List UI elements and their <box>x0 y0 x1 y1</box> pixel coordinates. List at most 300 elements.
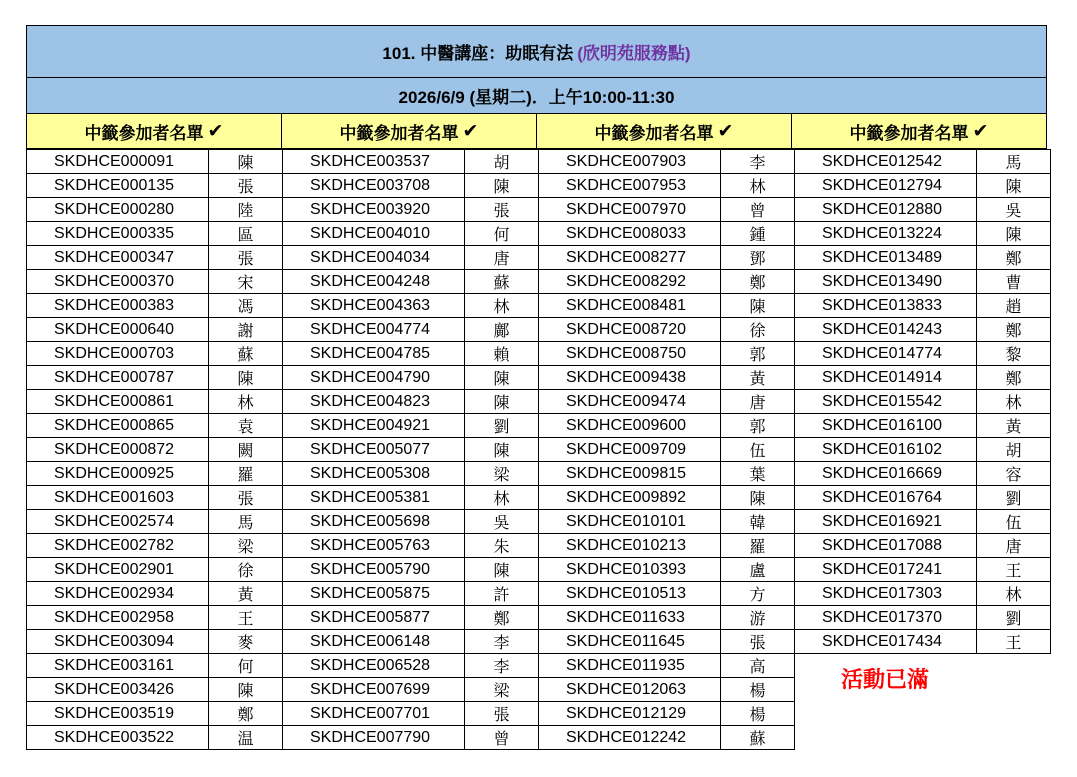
participant-surname: 鄭 <box>977 366 1051 390</box>
table-row <box>27 414 283 438</box>
participant-table-3 <box>538 149 795 750</box>
participant-surname: 鍾 <box>721 222 795 246</box>
column-header-3 <box>537 114 792 149</box>
participant-surname: 林 <box>209 390 283 414</box>
participant-code: SKDHCE000865 <box>27 414 209 438</box>
table-row <box>795 486 1051 510</box>
participant-surname: 葉 <box>721 462 795 486</box>
table-row <box>27 606 283 630</box>
participant-code: SKDHCE002934 <box>27 582 209 606</box>
table-row <box>27 654 283 678</box>
table-row <box>27 198 283 222</box>
participant-code: SKDHCE015542 <box>795 390 977 414</box>
participant-code: SKDHCE017241 <box>795 558 977 582</box>
table-row <box>283 582 539 606</box>
participant-code: SKDHCE003519 <box>27 702 209 726</box>
table-row <box>27 678 283 702</box>
participant-surname: 陳 <box>721 294 795 318</box>
checkmark-icon: ✔ <box>207 120 224 142</box>
participant-surname: 鄺 <box>465 318 539 342</box>
participant-code: SKDHCE014243 <box>795 318 977 342</box>
participant-surname: 黎 <box>977 342 1051 366</box>
participant-code: SKDHCE005875 <box>283 582 465 606</box>
participant-surname: 鄭 <box>977 318 1051 342</box>
participant-surname: 劉 <box>977 606 1051 630</box>
participant-surname: 馮 <box>209 294 283 318</box>
participant-table-4 <box>794 149 1051 654</box>
participant-code: SKDHCE000383 <box>27 294 209 318</box>
event-venue: (欣明苑服務點) <box>577 44 691 63</box>
participant-code: SKDHCE000091 <box>27 150 209 174</box>
participant-surname: 游 <box>721 606 795 630</box>
participant-code: SKDHCE003920 <box>283 198 465 222</box>
table-row <box>27 318 283 342</box>
table-row <box>795 582 1051 606</box>
participant-surname: 區 <box>209 222 283 246</box>
participant-code: SKDHCE012129 <box>539 702 721 726</box>
participant-code: SKDHCE016102 <box>795 438 977 462</box>
table-row <box>283 366 539 390</box>
participant-code: SKDHCE007970 <box>539 198 721 222</box>
participant-code: SKDHCE005381 <box>283 486 465 510</box>
participant-surname: 馬 <box>209 510 283 534</box>
table-row <box>795 510 1051 534</box>
checkmark-icon: ✔ <box>972 120 989 142</box>
participant-surname: 李 <box>465 630 539 654</box>
table-row <box>283 174 539 198</box>
participant-code: SKDHCE013224 <box>795 222 977 246</box>
participant-code: SKDHCE004774 <box>283 318 465 342</box>
participant-surname: 鄭 <box>977 246 1051 270</box>
participant-code: SKDHCE004921 <box>283 414 465 438</box>
participant-surname: 朱 <box>465 534 539 558</box>
table-row <box>283 222 539 246</box>
participant-code: SKDHCE012542 <box>795 150 977 174</box>
participant-surname: 劉 <box>465 414 539 438</box>
table-row <box>539 510 795 534</box>
participant-surname: 梁 <box>465 462 539 486</box>
participant-code: SKDHCE002901 <box>27 558 209 582</box>
table-row <box>283 702 539 726</box>
participant-code: SKDHCE017370 <box>795 606 977 630</box>
participant-surname: 陸 <box>209 198 283 222</box>
table-row <box>283 726 539 750</box>
participant-surname: 馬 <box>977 150 1051 174</box>
participant-code: SKDHCE005790 <box>283 558 465 582</box>
participant-surname: 韓 <box>721 510 795 534</box>
participant-code: SKDHCE014914 <box>795 366 977 390</box>
table-row <box>539 486 795 510</box>
table-row <box>283 654 539 678</box>
participant-surname: 陳 <box>465 174 539 198</box>
participant-surname: 張 <box>721 630 795 654</box>
table-row <box>795 606 1051 630</box>
participant-code: SKDHCE008277 <box>539 246 721 270</box>
participant-code: SKDHCE003522 <box>27 726 209 750</box>
table-row <box>795 150 1051 174</box>
table-row <box>539 198 795 222</box>
participant-code: SKDHCE017434 <box>795 630 977 654</box>
participant-code: SKDHCE006148 <box>283 630 465 654</box>
participant-surname: 張 <box>209 486 283 510</box>
table-row <box>539 318 795 342</box>
table-row <box>283 150 539 174</box>
column-header-4 <box>792 114 1047 149</box>
table-row <box>539 726 795 750</box>
participant-surname: 黃 <box>209 582 283 606</box>
participant-code: SKDHCE017303 <box>795 582 977 606</box>
participant-surname: 王 <box>977 558 1051 582</box>
participant-surname: 郭 <box>721 414 795 438</box>
table-row <box>795 534 1051 558</box>
participant-surname: 林 <box>465 294 539 318</box>
participant-surname: 唐 <box>977 534 1051 558</box>
table-row <box>539 582 795 606</box>
event-date-bar <box>26 78 1047 114</box>
participant-code: SKDHCE002782 <box>27 534 209 558</box>
participant-code: SKDHCE002574 <box>27 510 209 534</box>
table-row <box>539 222 795 246</box>
event-title-bar <box>26 25 1047 78</box>
participant-surname: 鄭 <box>465 606 539 630</box>
participant-code: SKDHCE010393 <box>539 558 721 582</box>
participant-surname: 張 <box>465 198 539 222</box>
table-row <box>539 150 795 174</box>
table-row <box>539 390 795 414</box>
participant-surname: 鄭 <box>209 702 283 726</box>
participant-surname: 闕 <box>209 438 283 462</box>
table-row <box>283 630 539 654</box>
participant-code: SKDHCE004010 <box>283 222 465 246</box>
participant-code: SKDHCE011645 <box>539 630 721 654</box>
participant-code: SKDHCE000640 <box>27 318 209 342</box>
table-row <box>539 270 795 294</box>
participant-code: SKDHCE011935 <box>539 654 721 678</box>
table-row <box>283 270 539 294</box>
participant-code: SKDHCE007953 <box>539 174 721 198</box>
participant-surname: 陳 <box>209 150 283 174</box>
table-row <box>539 462 795 486</box>
participant-surname: 温 <box>209 726 283 750</box>
participant-surname: 趙 <box>977 294 1051 318</box>
participant-surname: 陳 <box>977 222 1051 246</box>
column-header-label: 中籤參加者名單 <box>84 123 204 143</box>
participant-code: SKDHCE013490 <box>795 270 977 294</box>
table-row <box>27 390 283 414</box>
participant-surname: 鄧 <box>721 246 795 270</box>
table-row <box>283 486 539 510</box>
participant-surname: 楊 <box>721 702 795 726</box>
table-row <box>283 534 539 558</box>
table-row <box>795 270 1051 294</box>
lottery-result-sheet <box>26 25 1047 750</box>
participant-code: SKDHCE000370 <box>27 270 209 294</box>
participant-code: SKDHCE004363 <box>283 294 465 318</box>
participant-code: SKDHCE013489 <box>795 246 977 270</box>
participant-surname: 張 <box>209 174 283 198</box>
participant-code: SKDHCE009815 <box>539 462 721 486</box>
table-row <box>283 342 539 366</box>
participant-code: SKDHCE016669 <box>795 462 977 486</box>
table-row <box>795 558 1051 582</box>
participant-code: SKDHCE009474 <box>539 390 721 414</box>
table-row <box>283 318 539 342</box>
participant-code: SKDHCE009709 <box>539 438 721 462</box>
participant-surname: 陳 <box>465 558 539 582</box>
participant-code: SKDHCE000925 <box>27 462 209 486</box>
checkmark-icon: ✔ <box>717 120 734 142</box>
participant-table-1 <box>26 149 283 750</box>
participant-surname: 鄭 <box>721 270 795 294</box>
participant-code: SKDHCE000335 <box>27 222 209 246</box>
participant-surname: 唐 <box>721 390 795 414</box>
participant-code: SKDHCE007699 <box>283 678 465 702</box>
participant-code: SKDHCE006528 <box>283 654 465 678</box>
participant-code: SKDHCE003094 <box>27 630 209 654</box>
table-row <box>283 510 539 534</box>
participant-surname: 陳 <box>465 390 539 414</box>
table-row <box>539 630 795 654</box>
participant-code: SKDHCE008292 <box>539 270 721 294</box>
table-row <box>539 654 795 678</box>
participant-code: SKDHCE009600 <box>539 414 721 438</box>
table-row <box>539 246 795 270</box>
participant-code: SKDHCE009892 <box>539 486 721 510</box>
table-row <box>539 294 795 318</box>
table-row <box>795 462 1051 486</box>
participant-code: SKDHCE000135 <box>27 174 209 198</box>
table-row <box>283 558 539 582</box>
participant-surname: 陳 <box>465 438 539 462</box>
event-date-time: 2026/6/9 (星期二)．上午10:00-11:30 <box>398 88 675 107</box>
participant-code: SKDHCE003537 <box>283 150 465 174</box>
participant-surname: 張 <box>209 246 283 270</box>
participant-code: SKDHCE000280 <box>27 198 209 222</box>
participant-code: SKDHCE013833 <box>795 294 977 318</box>
table-row <box>539 438 795 462</box>
table-row <box>539 606 795 630</box>
participant-surname: 曾 <box>721 198 795 222</box>
table-row <box>27 558 283 582</box>
participant-code: SKDHCE012063 <box>539 678 721 702</box>
participant-surname: 劉 <box>977 486 1051 510</box>
table-row <box>283 246 539 270</box>
table-row <box>283 390 539 414</box>
table-row <box>27 582 283 606</box>
participant-surname: 何 <box>209 654 283 678</box>
table-row <box>795 366 1051 390</box>
table-row <box>539 534 795 558</box>
participant-surname: 伍 <box>977 510 1051 534</box>
participant-surname: 曾 <box>465 726 539 750</box>
table-row <box>539 342 795 366</box>
participant-code: SKDHCE004248 <box>283 270 465 294</box>
participant-code: SKDHCE011633 <box>539 606 721 630</box>
participant-surname: 林 <box>721 174 795 198</box>
participant-code: SKDHCE004790 <box>283 366 465 390</box>
column-header-2 <box>282 114 537 149</box>
participant-surname: 唐 <box>465 246 539 270</box>
participant-surname: 楊 <box>721 678 795 702</box>
participant-code: SKDHCE002958 <box>27 606 209 630</box>
participant-code: SKDHCE010513 <box>539 582 721 606</box>
participant-code: SKDHCE000703 <box>27 342 209 366</box>
participant-code: SKDHCE007701 <box>283 702 465 726</box>
participant-surname: 黃 <box>977 414 1051 438</box>
participant-surname: 梁 <box>465 678 539 702</box>
participant-surname: 蘇 <box>209 342 283 366</box>
participant-surname: 蘇 <box>465 270 539 294</box>
participant-surname: 袁 <box>209 414 283 438</box>
table-row <box>539 558 795 582</box>
table-row <box>795 390 1051 414</box>
table-row <box>27 462 283 486</box>
participant-code: SKDHCE004785 <box>283 342 465 366</box>
participant-surname: 王 <box>977 630 1051 654</box>
participant-surname: 陳 <box>721 486 795 510</box>
participant-code: SKDHCE009438 <box>539 366 721 390</box>
table-row <box>795 174 1051 198</box>
participant-code: SKDHCE016764 <box>795 486 977 510</box>
table-row <box>795 318 1051 342</box>
column-header-label: 中籤參加者名單 <box>849 123 969 143</box>
table-row <box>27 150 283 174</box>
participant-code: SKDHCE005308 <box>283 462 465 486</box>
participant-code: SKDHCE005077 <box>283 438 465 462</box>
participant-surname: 陳 <box>977 174 1051 198</box>
table-row <box>795 414 1051 438</box>
checkmark-icon: ✔ <box>462 120 479 142</box>
table-row <box>27 174 283 198</box>
participant-surname: 李 <box>721 150 795 174</box>
column-header-row <box>26 114 1047 149</box>
participant-code: SKDHCE014774 <box>795 342 977 366</box>
column-header-1 <box>26 114 282 149</box>
participant-code: SKDHCE007903 <box>539 150 721 174</box>
table-row <box>283 414 539 438</box>
participant-code: SKDHCE000872 <box>27 438 209 462</box>
participant-surname: 高 <box>721 654 795 678</box>
participant-surname: 黃 <box>721 366 795 390</box>
table-row <box>27 630 283 654</box>
column-header-label: 中籤參加者名單 <box>339 123 459 143</box>
table-row <box>795 294 1051 318</box>
table-row <box>539 414 795 438</box>
participant-surname: 許 <box>465 582 539 606</box>
participant-surname: 伍 <box>721 438 795 462</box>
table-row <box>539 702 795 726</box>
participant-surname: 林 <box>977 582 1051 606</box>
table-row <box>27 510 283 534</box>
participant-code: SKDHCE008481 <box>539 294 721 318</box>
table-row <box>27 222 283 246</box>
participant-code: SKDHCE000787 <box>27 366 209 390</box>
table-row <box>795 198 1051 222</box>
participant-code: SKDHCE008033 <box>539 222 721 246</box>
participant-code: SKDHCE008750 <box>539 342 721 366</box>
participant-surname: 方 <box>721 582 795 606</box>
participant-code: SKDHCE003426 <box>27 678 209 702</box>
table-row <box>27 342 283 366</box>
participant-code: SKDHCE016921 <box>795 510 977 534</box>
participant-surname: 宋 <box>209 270 283 294</box>
event-full-notice: 活動已滿 <box>841 667 930 692</box>
event-title: 101. 中醫講座：助眠有法 <box>382 44 574 63</box>
participant-surname: 謝 <box>209 318 283 342</box>
participant-surname: 曹 <box>977 270 1051 294</box>
participant-surname: 盧 <box>721 558 795 582</box>
participant-code: SKDHCE016100 <box>795 414 977 438</box>
table-row <box>283 438 539 462</box>
participant-code: SKDHCE017088 <box>795 534 977 558</box>
participant-surname: 吳 <box>465 510 539 534</box>
participant-code: SKDHCE012794 <box>795 174 977 198</box>
table-row <box>795 438 1051 462</box>
participant-surname: 麥 <box>209 630 283 654</box>
participant-code: SKDHCE004034 <box>283 246 465 270</box>
participant-code: SKDHCE012880 <box>795 198 977 222</box>
participant-surname: 陳 <box>209 366 283 390</box>
participant-surname: 張 <box>465 702 539 726</box>
table-row <box>27 294 283 318</box>
table-row <box>795 342 1051 366</box>
participant-surname: 林 <box>977 390 1051 414</box>
table-row <box>795 246 1051 270</box>
table-row <box>27 702 283 726</box>
participant-code: SKDHCE012242 <box>539 726 721 750</box>
participant-surname: 胡 <box>977 438 1051 462</box>
table-row <box>27 726 283 750</box>
participant-code: SKDHCE010213 <box>539 534 721 558</box>
participant-code: SKDHCE010101 <box>539 510 721 534</box>
table-row <box>795 630 1051 654</box>
participant-surname: 徐 <box>209 558 283 582</box>
table-row <box>283 606 539 630</box>
table-row <box>27 366 283 390</box>
participant-surname: 吳 <box>977 198 1051 222</box>
table-row <box>27 246 283 270</box>
participant-surname: 胡 <box>465 150 539 174</box>
table-row <box>283 678 539 702</box>
participant-code: SKDHCE001603 <box>27 486 209 510</box>
table-row <box>27 534 283 558</box>
participant-surname: 何 <box>465 222 539 246</box>
participant-surname: 林 <box>465 486 539 510</box>
table-row <box>27 270 283 294</box>
participant-code: SKDHCE000347 <box>27 246 209 270</box>
table-row <box>27 486 283 510</box>
participant-surname: 王 <box>209 606 283 630</box>
participant-surname: 容 <box>977 462 1051 486</box>
participant-code: SKDHCE003161 <box>27 654 209 678</box>
table-row <box>539 366 795 390</box>
table-row <box>283 462 539 486</box>
participant-surname: 徐 <box>721 318 795 342</box>
table-row <box>283 294 539 318</box>
participant-surname: 陳 <box>209 678 283 702</box>
table-row <box>795 222 1051 246</box>
participant-table-2 <box>282 149 539 750</box>
participant-code: SKDHCE004823 <box>283 390 465 414</box>
participant-code: SKDHCE000861 <box>27 390 209 414</box>
participant-surname: 羅 <box>209 462 283 486</box>
participant-surname: 蘇 <box>721 726 795 750</box>
participant-code: SKDHCE008720 <box>539 318 721 342</box>
participant-surname: 羅 <box>721 534 795 558</box>
table-row <box>539 174 795 198</box>
participant-code: SKDHCE007790 <box>283 726 465 750</box>
participant-columns <box>26 149 1047 750</box>
